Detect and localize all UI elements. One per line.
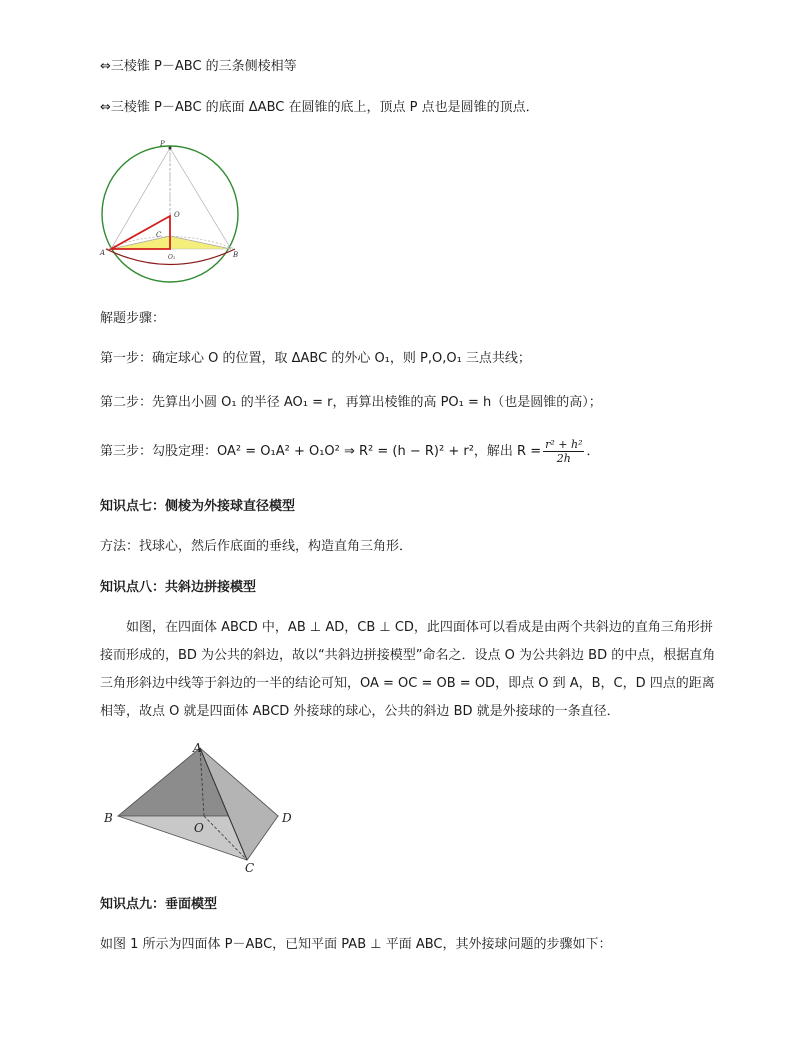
section-title-k9: 知识点九：垂面模型 <box>100 897 218 912</box>
step-3-main: 第三步：勾股定理：OA² = O₁A² + O₁O² ⇒ R² = (h − R)² + r²，解出 R = <box>100 443 542 459</box>
fraction-numerator: r² + h² <box>545 438 583 451</box>
equivalence-line-1: ⇔三棱锥 P－ABC 的三条侧棱相等 <box>100 59 297 74</box>
section-title-k7: 知识点七：侧棱为外接球直径模型 <box>100 499 296 514</box>
sphere-cone-figure <box>98 138 248 286</box>
label-C: C <box>156 231 162 239</box>
step-3 <box>100 438 600 465</box>
label-B: B <box>233 251 239 259</box>
label-D: D <box>282 811 292 825</box>
label-O: O <box>174 211 180 219</box>
label-A: A <box>193 741 202 755</box>
edge-PB <box>170 148 231 249</box>
step-3-end: ． <box>586 443 600 459</box>
section-title-k8: 知识点八：共斜边拼接模型 <box>100 580 257 595</box>
k8-paragraph: 如图，在四面体 ABCD 中，AB ⊥ AD，CB ⊥ CD，此四面体可以看成是由两个共斜边的直角三角形拼接而形成的，BD 为公共的斜边，故以“共斜边拼接模型”命名之．设点 O 为公共斜边 BD 的中点，根据直角三角形斜边中线等于斜边的一半的结论可知，OA = OC = OB = OD，即点 O 到 A，B，C，D 四点的距离相等，故点 O 就是四面体 ABCD 外接球的球心，公共的斜边 BD 就是外接球的一条直径． <box>100 620 716 719</box>
label-A: A <box>100 249 106 257</box>
fraction-denominator: 2h <box>556 452 571 465</box>
tetrahedron-figure <box>100 738 300 873</box>
k7-method: 方法：找球心，然后作底面的垂线，构造直角三角形． <box>100 539 413 554</box>
radius-fraction <box>543 438 584 465</box>
label-B: B <box>104 811 113 825</box>
steps-heading: 解题步骤： <box>100 311 166 326</box>
label-O1: O₁ <box>168 254 176 261</box>
label-P: P <box>160 140 165 148</box>
point-P <box>169 147 172 150</box>
k9-text: 如图 1 所示为四面体 P－ABC，已知平面 PAB ⊥ 平面 ABC，其外接球问题的步骤如下： <box>100 937 612 952</box>
step-2: 第二步：先算出小圆 O₁ 的半径 AO₁ = r，再算出棱锥的高 PO₁ = h（也是圆锥的高）； <box>100 395 602 410</box>
label-C: C <box>245 861 255 873</box>
step-1: 第一步：确定球心 O 的位置，取 ΔABC 的外心 O₁，则 P,O,O₁ 三点共线； <box>100 351 531 366</box>
equivalence-line-2: ⇔三棱锥 P－ABC 的底面 ΔABC 在圆锥的底上，顶点 P 点也是圆锥的顶点． <box>100 100 539 115</box>
label-O: O <box>194 821 204 835</box>
